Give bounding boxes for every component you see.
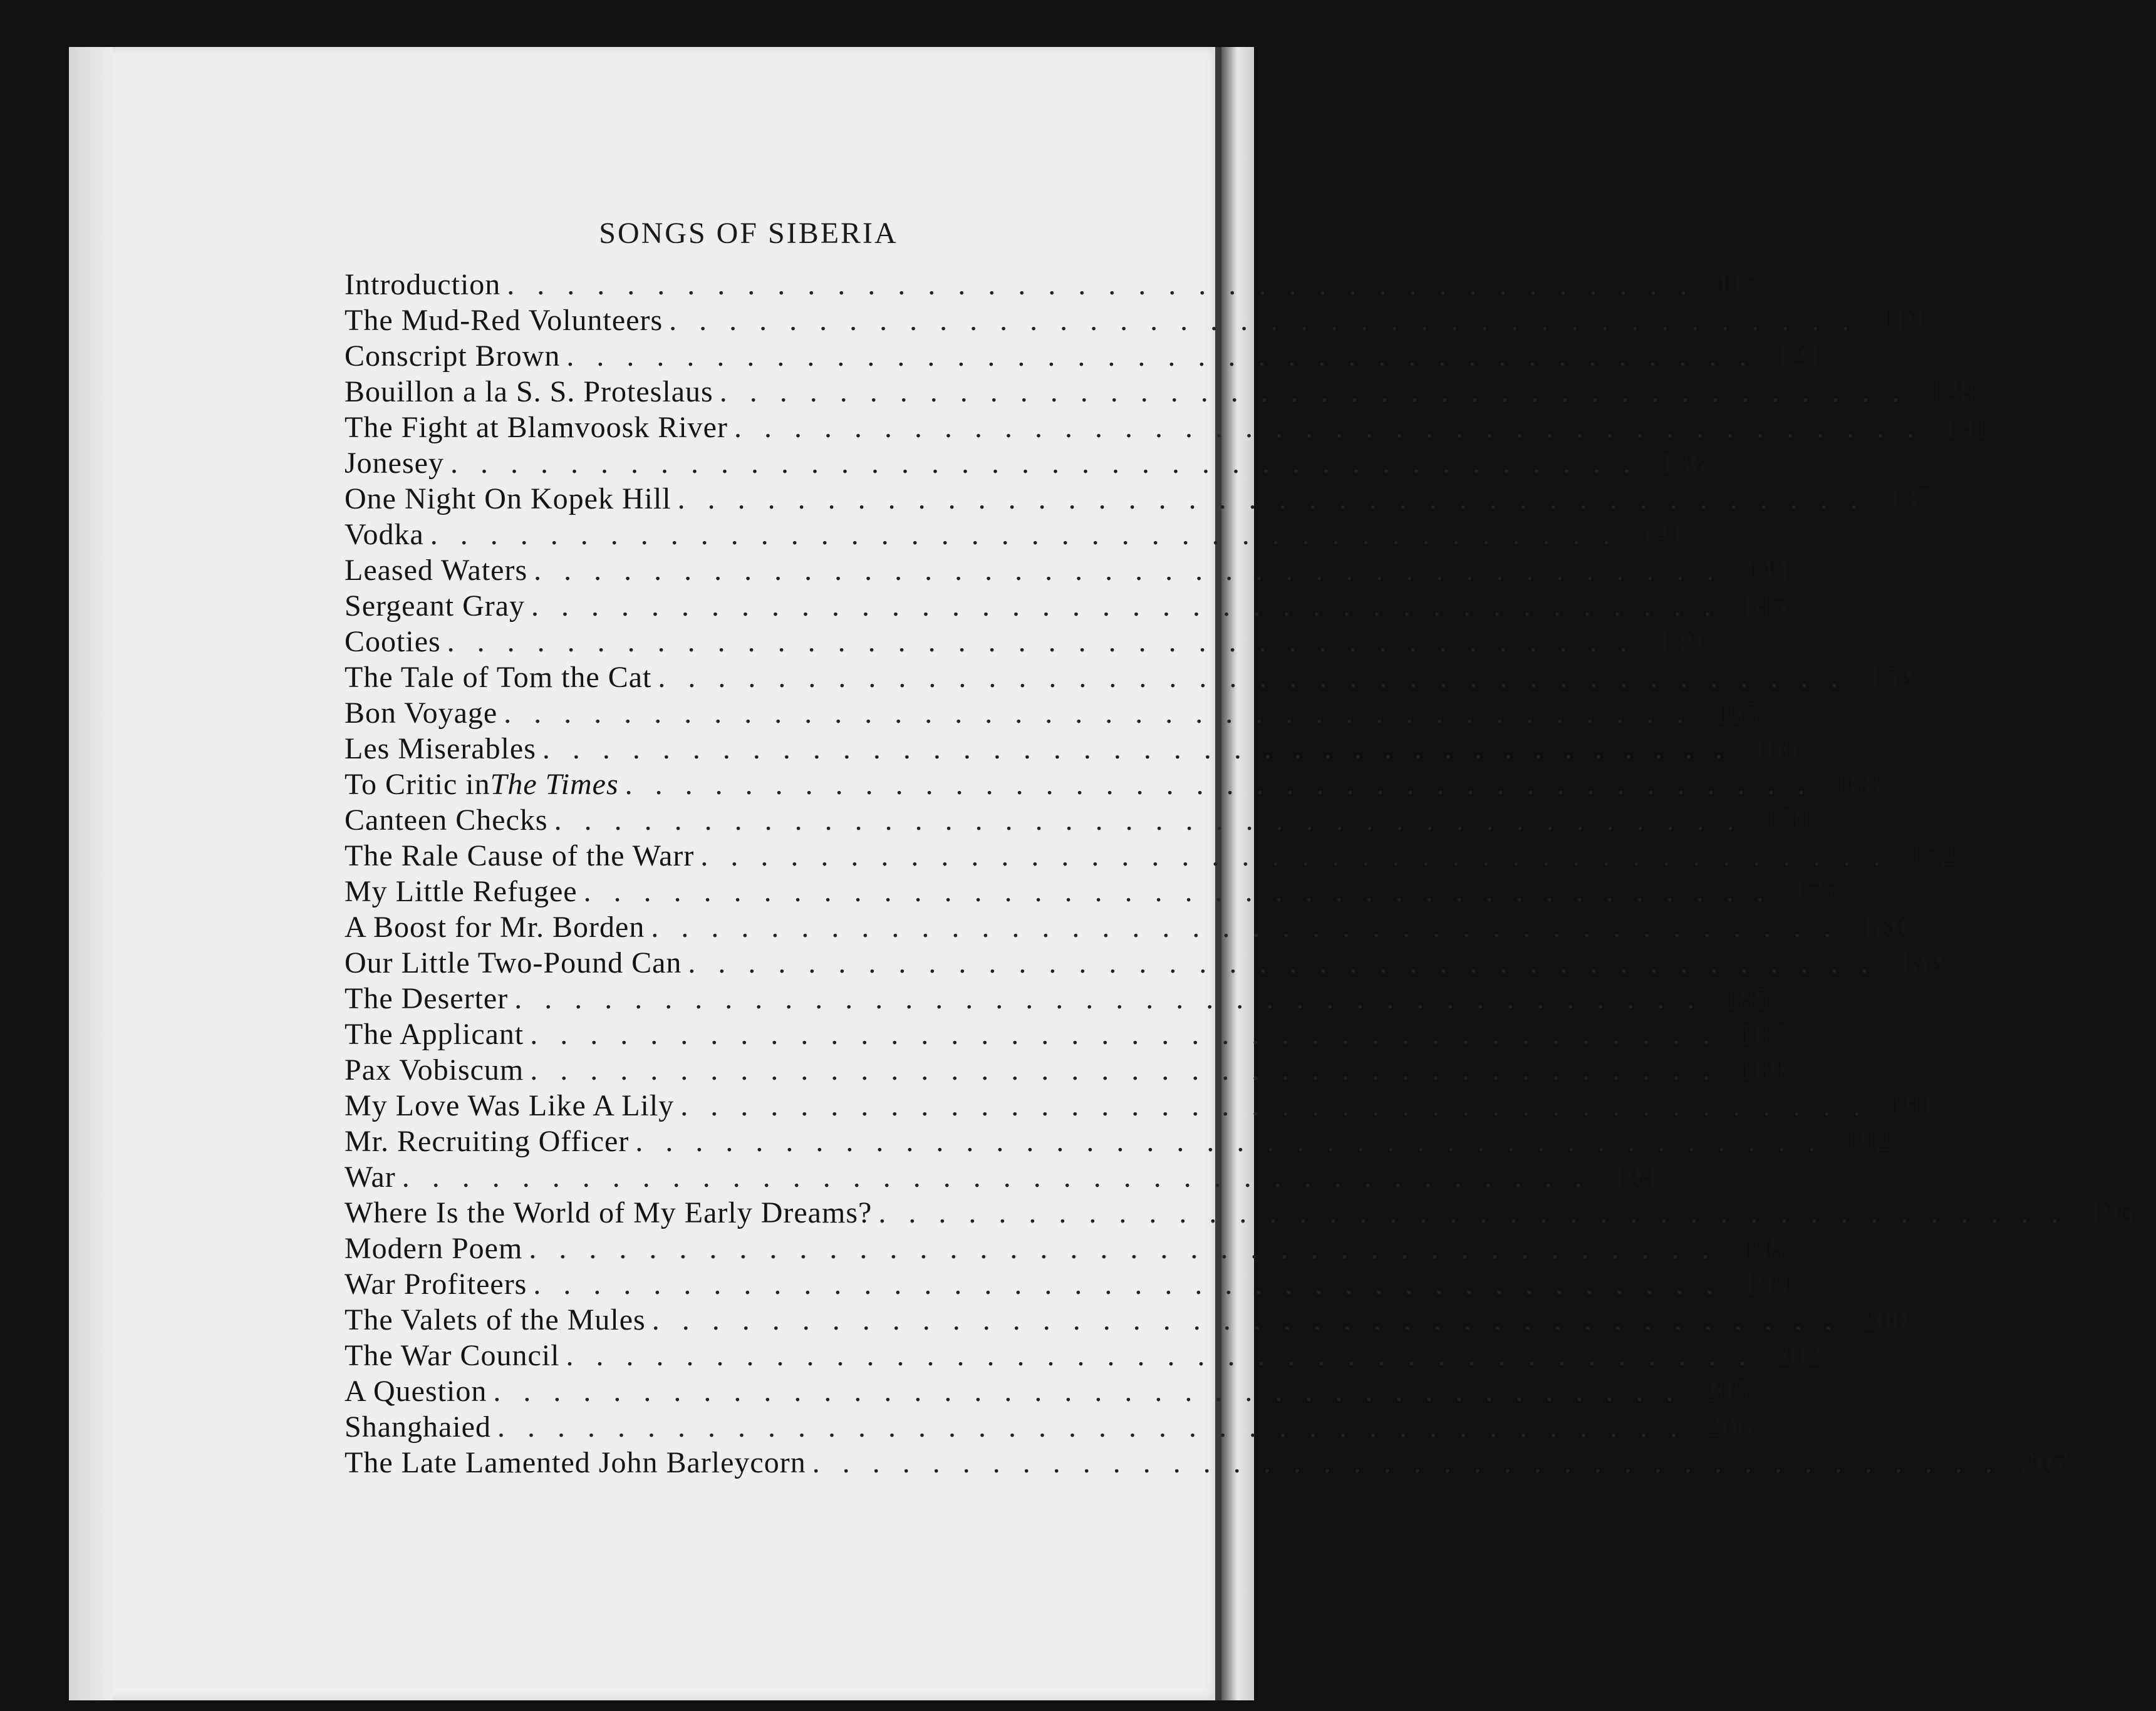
toc-entry-page-number: 196	[2087, 1196, 2135, 1229]
leader-dots: ........................................	[497, 1410, 1700, 1444]
toc-entry-page-number: 131	[1942, 411, 1990, 444]
toc-entry-page-number: 168	[1833, 768, 1881, 801]
leader-dots: ........................................	[507, 268, 1710, 301]
toc-entry-title: Our Little Two-Pound Can	[345, 946, 682, 980]
leader-dots: ........................................	[504, 696, 1707, 730]
toc-entry	[345, 981, 1771, 1017]
leader-dots: ........................................	[450, 447, 1653, 480]
toc-entry-title: Modern Poem	[345, 1232, 523, 1265]
leader-dots: ........................................	[812, 1446, 2015, 1479]
toc-entry	[345, 553, 1790, 589]
toc-entry-page-number: 207	[2021, 1446, 2068, 1479]
toc-entry-page-number: 191	[1889, 1089, 1937, 1122]
toc-entry-page-number: 180	[1860, 911, 1907, 944]
toc-entry-title: A Boost for Mr. Borden	[345, 911, 645, 944]
toc-entry	[345, 1374, 1749, 1410]
book-page	[69, 47, 2135, 1700]
toc-entry	[345, 375, 1976, 410]
toc-entry-title: War	[345, 1160, 396, 1194]
toc-entry-page-number: 149	[1656, 625, 1703, 658]
leader-dots: ........................................	[733, 411, 1937, 444]
leader-dots: ........................................	[514, 982, 1718, 1015]
toc-entry-page-number: 194	[1610, 1160, 1658, 1194]
toc-entry	[345, 1053, 1786, 1088]
toc-entry-title: Where Is the World of My Early Dreams?	[345, 1196, 873, 1229]
toc-entry-page-number: 119	[1878, 304, 1924, 337]
toc-entry	[345, 1088, 1937, 1124]
table-of-contents	[345, 267, 2135, 1481]
toc-entry-title: My Little Refugee	[345, 875, 578, 908]
toc-entry-title: The Mud-Red Volunteers	[345, 304, 663, 337]
toc-entry	[345, 517, 1686, 553]
toc-entry	[345, 696, 1760, 731]
page-gutter	[69, 47, 113, 1700]
toc-entry-page-number: 177	[1792, 875, 1840, 908]
toc-entry-title: Shanghaied	[345, 1410, 491, 1444]
toc-entry	[345, 910, 1907, 946]
toc-entry	[345, 660, 1914, 696]
toc-entry-page-number: 170	[1763, 804, 1810, 837]
leader-dots: ........................................	[566, 1339, 1769, 1372]
toc-entry	[345, 339, 1823, 375]
leader-dots: ........................................	[566, 339, 1770, 373]
toc-entry-page-number: 128	[1928, 375, 1976, 408]
toc-entry-title: Jonesey	[345, 447, 444, 480]
toc-entry-title-italic: The Times	[490, 768, 619, 801]
toc-entry-page-number: 165	[1713, 696, 1760, 730]
toc-entry	[345, 446, 1706, 482]
toc-entry-page-number: 141	[1639, 518, 1686, 551]
toc-entry	[345, 624, 1703, 660]
leader-dots: ........................................	[402, 1160, 1605, 1194]
toc-entry-page-number: 192	[1844, 1125, 1892, 1158]
toc-entry	[345, 946, 1944, 981]
toc-entry	[345, 1410, 1753, 1445]
leader-dots: ........................................	[447, 625, 1650, 658]
toc-entry-title: The Late Lamented John Barleycorn	[345, 1446, 806, 1479]
toc-entry-page-number: 199	[1742, 1268, 1790, 1301]
toc-entry-title: Introduction	[345, 268, 501, 301]
toc-entry-title: Leased Waters	[345, 554, 528, 587]
toc-entry-page-number: 137	[1886, 482, 1934, 515]
toc-entry	[345, 1017, 1786, 1053]
toc-entry	[345, 1160, 1658, 1196]
leader-dots: ........................................	[534, 554, 1737, 587]
toc-entry	[345, 1231, 1785, 1267]
leader-dots: ........................................	[719, 375, 1922, 408]
toc-entry	[345, 303, 1924, 339]
toc-entry	[345, 1445, 2068, 1481]
leader-dots: ........................................	[530, 1018, 1733, 1051]
leader-dots: ........................................	[658, 661, 1861, 694]
toc-entry-title: Pax Vobiscum	[345, 1053, 524, 1087]
toc-entry	[345, 803, 1810, 839]
toc-entry	[345, 1196, 2135, 1231]
toc-entry-page-number: 206	[1706, 1410, 1753, 1444]
toc-entry	[345, 839, 1957, 874]
leader-dots: ........................................	[430, 518, 1633, 551]
leader-dots: ........................................	[531, 589, 1734, 623]
toc-entry-title: Vodka	[345, 518, 424, 551]
toc-entry	[345, 410, 1990, 446]
toc-entry-title: The War Council	[345, 1339, 560, 1372]
toc-entry	[345, 731, 1798, 767]
toc-entry-title: The Applicant	[345, 1018, 524, 1051]
toc-entry-title: Cooties	[345, 625, 441, 658]
leader-dots: ........................................	[669, 304, 1872, 337]
toc-entry-title: War Profiteers	[345, 1268, 527, 1301]
toc-entry	[345, 267, 1762, 303]
toc-entry-title: The Deserter	[345, 982, 509, 1015]
leader-dots: ........................................	[529, 1232, 1732, 1265]
leader-dots: ........................................	[635, 1125, 1838, 1158]
toc-entry-page-number: 187	[1739, 1018, 1786, 1051]
toc-entry-title: Canteen Checks	[345, 804, 548, 837]
leader-dots: ........................................	[493, 1375, 1696, 1408]
leader-dots: ........................................	[680, 1089, 1884, 1122]
toc-entry-title: Bouillon a la S. S. Proteslaus	[345, 375, 713, 408]
toc-entry-title: My Love Was Like A Lily	[345, 1089, 675, 1122]
toc-entry-page-number: 205	[1702, 1375, 1749, 1408]
toc-entry	[345, 1124, 1892, 1160]
toc-entry-page-number: 182	[1897, 946, 1944, 980]
toc-entry	[345, 874, 1840, 910]
toc-entry-page-number: 152	[1867, 661, 1914, 694]
toc-entry-title: To Critic in	[345, 768, 490, 801]
toc-entry-page-number: 136	[1659, 447, 1706, 480]
toc-entry	[345, 482, 1934, 517]
toc-entry-page-number: 202	[1775, 1339, 1822, 1372]
toc-entry-title: The Fight at Blamvoosk River	[345, 411, 728, 444]
toc-entry-title: The Tale of Tom the Cat	[345, 661, 652, 694]
toc-entry	[345, 589, 1788, 624]
toc-entry-title: Conscript Brown	[345, 339, 561, 373]
toc-entry-page-number: 166	[1751, 732, 1798, 765]
toc-entry-page-number: 121	[1775, 339, 1823, 373]
leader-dots: ........................................	[651, 1303, 1855, 1336]
toc-entry-title: Sergeant Gray	[345, 589, 526, 623]
toc-entry-page-number: 185	[1723, 982, 1771, 1015]
toc-entry-page-number: 200	[1860, 1303, 1908, 1336]
toc-entry-title: Les Miserables	[345, 732, 536, 765]
toc-entry	[345, 767, 1881, 803]
toc-entry-title: The Valets of the Mules	[345, 1303, 646, 1336]
toc-entry	[345, 1267, 1790, 1303]
toc-entry-title: A Question	[345, 1375, 487, 1408]
leader-dots: ........................................	[554, 804, 1757, 837]
toc-entry-page-number: 145	[1740, 589, 1788, 623]
toc-entry-page-number: 117	[1716, 268, 1762, 301]
toc-entry-page-number: 189	[1739, 1053, 1786, 1087]
toc-entry-title: Mr. Recruiting Officer	[345, 1125, 630, 1158]
toc-entry-page-number: 144	[1743, 554, 1790, 587]
toc-entry-title: The Rale Cause of the Warr	[345, 839, 695, 872]
leader-dots: ........................................	[651, 911, 1854, 944]
toc-entry	[345, 1338, 1822, 1374]
leader-dots: ........................................	[542, 732, 1745, 765]
leader-dots: ........................................	[583, 875, 1786, 908]
leader-dots: ........................................	[625, 768, 1828, 801]
section-heading: SONGS OF SIBERIA	[599, 217, 898, 250]
leader-dots: ........................................	[688, 946, 1891, 980]
leader-dots: ........................................	[530, 1053, 1733, 1087]
leader-dots: ........................................	[700, 839, 1904, 872]
leader-dots: ........................................	[878, 1196, 2081, 1229]
leader-dots: ........................................	[677, 482, 1880, 515]
toc-entry-title: Bon Voyage	[345, 696, 498, 730]
toc-entry-title: One Night On Kopek Hill	[345, 482, 671, 515]
leader-dots: ........................................	[533, 1268, 1736, 1301]
toc-entry	[345, 1303, 1908, 1338]
toc-entry-page-number: 198	[1738, 1232, 1785, 1265]
toc-entry-page-number: 172	[1909, 839, 1957, 872]
